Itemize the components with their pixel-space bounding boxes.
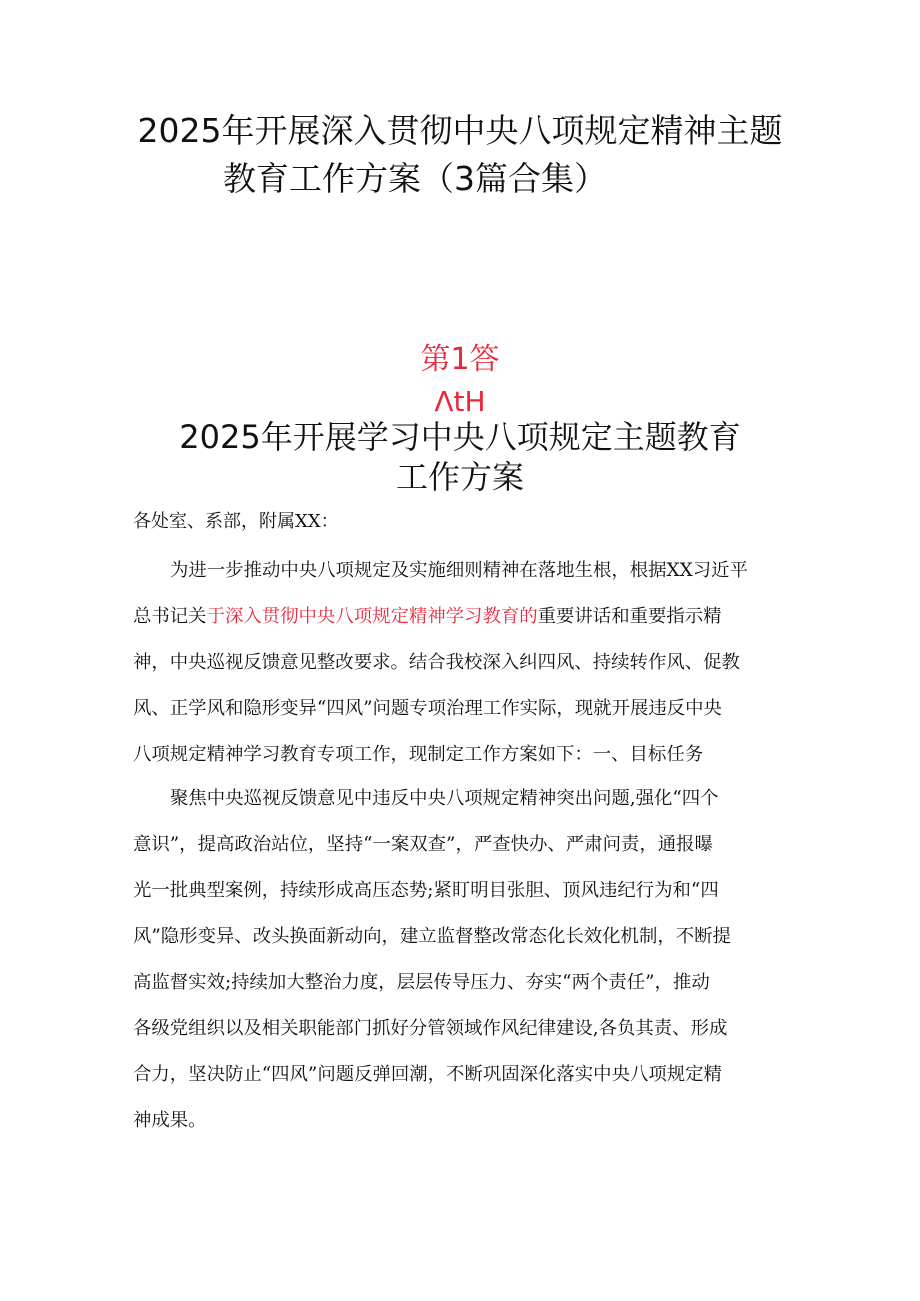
paragraph-1-line-5: 八项规定精神学习教育专项工作，现制定工作方案如下：一、目标任务 xyxy=(133,744,704,765)
section-heading-line2: ΛtH xyxy=(434,385,486,418)
paragraph-2-line-4: 风”隐形变异、改头换面新动向，建立监督整改常态化长效化机制，不断提 xyxy=(133,926,731,947)
paragraph-1-line-2-start: 总书记关 xyxy=(133,606,207,627)
paragraph-1-line-1: 为进一步推动中央八项规定及实施细则精神在落地生根，根据XX习近平 xyxy=(170,560,748,581)
section-heading-line1: 第1答 xyxy=(420,342,500,377)
paragraph-2 xyxy=(133,776,793,1144)
paragraph-1-line-2 xyxy=(133,594,793,640)
section-subtitle-line1: 2025年开展学习中央八项规定主题教育 xyxy=(179,418,741,456)
document-title-line2: 教育工作方案（3篇合集） xyxy=(223,159,607,198)
section-subtitle-line2: 工作方案 xyxy=(395,458,524,496)
paragraph-2-line-6: 各级党组织以及相关职能部门抓好分管领域作风纪律建设,各负其责、形成 xyxy=(133,1018,728,1039)
paragraph-2-line-2: 意识”，提高政治站位，坚持“一案双查”，严查快办、严肃问责，通报曝 xyxy=(133,834,713,855)
paragraph-2-line-1: 聚焦中央巡视反馈意见中违反中央八项规定精神突出问题,强化“四个 xyxy=(170,788,719,809)
salutation: 各处室、系部，附属XX： xyxy=(133,511,339,532)
paragraph-2-line-5: 高监督实效;持续加大整治力度，层层传导压力、夯实“两个责任”，推动 xyxy=(133,972,710,993)
paragraph-1-line-3: 神，中央巡视反馈意见整改要求。结合我校深入纠四风、持续转作风、促教 xyxy=(133,652,740,673)
document-title-line1: 2025年开展深入贯彻中央八项规定精神主题 xyxy=(137,111,783,150)
paragraph-2-line-7: 合力，坚决防止“四风”问题反弹回潮，不断巩固深化落实中央八项规定精 xyxy=(133,1064,722,1085)
paragraph-1 xyxy=(133,548,793,778)
paragraph-1-line-4: 风、正学风和隐形变异“四风”问题专项治理工作实际，现就开展违反中央 xyxy=(133,698,722,719)
paragraph-1-line-2-end: 重要讲话和重要指示精 xyxy=(537,606,722,627)
paragraph-2-line-8: 神成果。 xyxy=(133,1110,207,1131)
paragraph-2-line-3: 光一批典型案例，持续形成高压态势;紧盯明目张胆、顶风违纪行为和“四 xyxy=(133,880,719,901)
highlighted-text: 于深入贯彻中央八项规定精神学习教育的 xyxy=(206,606,538,627)
